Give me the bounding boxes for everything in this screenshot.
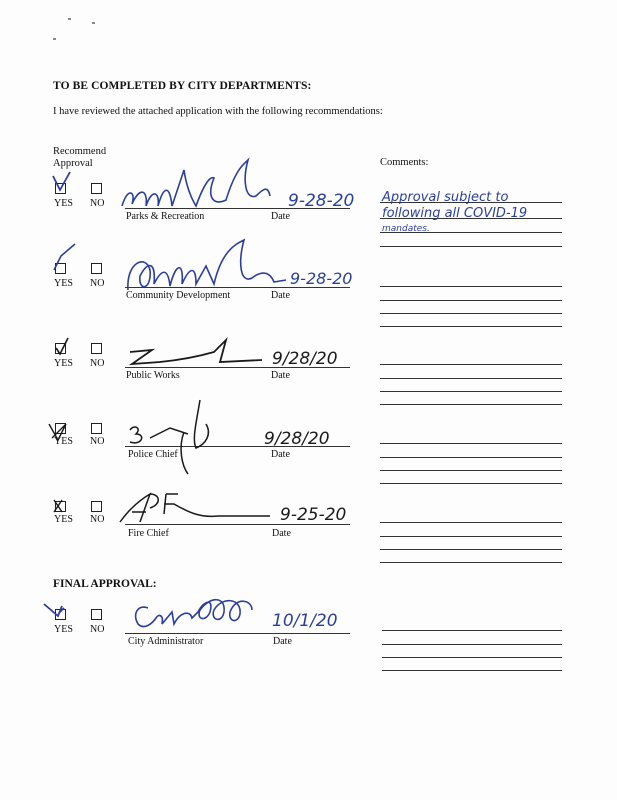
yes-label: YES — [54, 436, 73, 447]
approval-line: Approval — [53, 158, 93, 169]
yes-label: YES — [54, 358, 73, 369]
final-approval-heading: FINAL APPROVAL: — [53, 578, 157, 590]
comment-line — [382, 644, 562, 645]
no-label: NO — [90, 624, 105, 635]
date-label: Date — [271, 290, 290, 301]
no-label: NO — [90, 514, 105, 525]
check-mark — [44, 604, 64, 616]
handwritten-date: 9-28-20 — [288, 191, 355, 211]
yes-label: YES — [54, 278, 73, 289]
handwritten-date: 10/1/20 — [272, 611, 338, 631]
yes-label: YES — [54, 514, 73, 525]
no-label: NO — [90, 278, 105, 289]
comment-text: following all COVID-19 — [382, 206, 528, 221]
handwritten-date: 9/28/20 — [272, 349, 338, 369]
comment-line — [382, 630, 562, 631]
date-label: Date — [271, 370, 290, 381]
handwritten-date: 9-25-20 — [280, 505, 347, 525]
comment-text: mandates. — [382, 224, 430, 234]
department-label: Parks & Recreation — [126, 211, 205, 222]
date-label: Date — [272, 528, 291, 539]
form-title: TO BE COMPLETED BY CITY DEPARTMENTS: — [53, 80, 312, 92]
department-label: Public Works — [126, 370, 180, 381]
no-label: NO — [90, 358, 105, 369]
comment-line — [382, 670, 562, 671]
handwritten-date: 9/28/20 — [264, 429, 330, 449]
department-label: Fire Chief — [128, 528, 169, 539]
yes-label: YES — [54, 198, 73, 209]
date-label: Date — [271, 449, 290, 460]
handwritten-date: 9-28-20 — [290, 269, 353, 288]
department-label: Police Chief — [128, 449, 178, 460]
administrator-label: City Administrator — [128, 636, 204, 647]
comments-heading: Comments: — [380, 157, 429, 168]
no-label: NO — [90, 436, 105, 447]
form-intro: I have reviewed the attached application with the following recommendations: — [53, 106, 383, 117]
yes-label: YES — [54, 624, 73, 635]
department-label: Community Development — [126, 290, 231, 301]
date-label: Date — [271, 211, 290, 222]
signature-city-administrator — [136, 600, 252, 627]
no-label: NO — [90, 198, 105, 209]
date-label: Date — [273, 636, 292, 647]
comment-text: Approval subject to — [382, 190, 509, 205]
recommend-line: Recommend — [53, 146, 107, 157]
comment-line — [382, 657, 562, 658]
